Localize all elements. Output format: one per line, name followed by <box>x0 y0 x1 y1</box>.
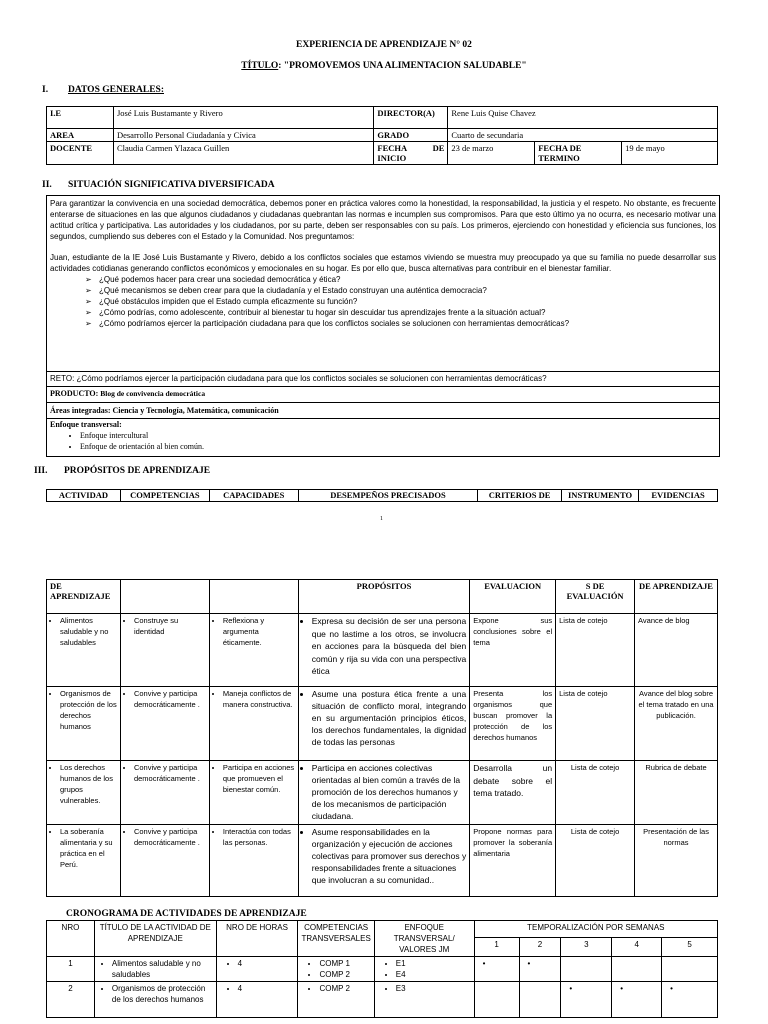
section-title: PROPÓSITOS DE APRENDIZAJE <box>64 466 211 476</box>
section-title: DATOS GENERALES: <box>68 85 164 95</box>
nro-cell: 1 <box>47 957 95 982</box>
section-datos-heading <box>42 85 164 95</box>
areas-value: Ciencia y Tecnología, Matemática, comunicación <box>112 406 279 415</box>
areas-line <box>50 405 279 416</box>
evidencia-cell: Avance de blog <box>635 614 718 687</box>
section-propositos-heading <box>34 466 210 476</box>
docente-label: DOCENTE <box>47 142 114 165</box>
cronograma-title: CRONOGRAMA DE ACTIVIDADES DE APRENDIZAJE <box>66 909 307 919</box>
col-criterios: CRITERIOS DE <box>478 490 562 502</box>
week-5: 5 <box>662 938 718 957</box>
titulo-label: TÍTULO <box>241 61 279 71</box>
hdr-temporalizacion: TEMPORALIZACIÓN POR SEMANAS <box>474 921 717 938</box>
week-mark: • <box>561 982 612 1018</box>
week-mark <box>612 957 662 982</box>
hdr-competencias: COMPETENCIAS TRANSVERSALES <box>298 921 374 957</box>
instrumento-cell: Lista de cotejo <box>556 761 635 825</box>
question-item: ➢ ¿Cómo podrías, como adolescente, contribuir al bienestar tu hogar sin descuidar tus aprendizajes frente a la situación actual? <box>85 307 719 318</box>
week-3: 3 <box>561 938 612 957</box>
table-row <box>47 687 718 761</box>
section-number: III. <box>34 466 48 476</box>
capacidad-cell: • Interactúa con todas las personas. <box>223 826 295 848</box>
hdr-instrumentos: S DE EVALUACIÓN <box>556 580 635 614</box>
instrumento-cell: Lista de cotejo <box>556 614 635 687</box>
experiencia-title: EXPERIENCIA DE APRENDIZAJE N° 02 <box>296 40 472 50</box>
ie-value: José Luis Bustamante y Rivero <box>113 107 373 129</box>
competencia-cell: • Convive y participa democráticamente . <box>134 826 206 848</box>
evidencia-cell: Rubrica de debate <box>635 761 718 825</box>
desempeno-cell: • Asume una postura ética frente a una situación de conflicto moral, integrando en su argumentación principios éticos, los derechos fundamentales, la dignidad de todas las personas <box>312 688 467 748</box>
enfoque-block <box>50 419 204 452</box>
cronograma-table <box>46 920 718 1018</box>
hdr-titulo: TÍTULO DE LA ACTIVIDAD DE APRENDIZAJE <box>94 921 216 957</box>
questions-list <box>47 274 719 329</box>
question-item: ➢ ¿Qué mecanismos se deben crear para que la ciudadanía y el Estado construyan una auténtica democracia? <box>85 285 719 296</box>
week-mark: • <box>612 982 662 1018</box>
section-number: I. <box>42 85 49 95</box>
fecha-inicio-label: FECHA DE INICIO <box>374 142 448 165</box>
criterio-cell: Desarrolla un debate sobre el tema tratado. <box>470 761 556 825</box>
titulo-cell: • Alimentos saludable y no saludables <box>112 958 213 980</box>
enfoque-label: Enfoque transversal: <box>50 420 122 429</box>
director-value: Rene Luis Quise Chavez <box>448 107 718 129</box>
ie-label: I.E <box>47 107 114 129</box>
titulo-value: : "PROMOVEMOS UNA ALIMENTACION SALUDABLE" <box>278 61 527 71</box>
col-actividad: ACTIVIDAD <box>47 490 121 502</box>
producto-line <box>50 388 205 399</box>
week-mark <box>561 957 612 982</box>
question-item: ➢ ¿Cómo podríamos ejercer la participación ciudadana para que los conflictos sociales se solucionen con herramientas democráticas? <box>85 318 719 329</box>
table-row <box>47 614 718 687</box>
director-label: DIRECTOR(A) <box>374 107 448 129</box>
capacidad-cell: • Maneja conflictos de manera constructiva. <box>223 688 295 710</box>
hdr-propositos: PROPÓSITOS <box>298 580 470 614</box>
actividad-cell: • La soberanía alimentaria y su práctica en el Perú. <box>60 826 117 870</box>
areas-label: Áreas integradas: <box>50 406 111 415</box>
producto-value: Blog de convivencia democrática <box>100 389 206 398</box>
enfoque-item: • E1 <box>396 958 471 969</box>
week-mark <box>662 957 718 982</box>
enfoque-item: • Enfoque intercultural <box>80 430 204 441</box>
enfoque-item: • Enfoque de orientación al bien común. <box>80 441 204 452</box>
table-row <box>47 761 718 825</box>
col-competencias: COMPETENCIAS <box>120 490 209 502</box>
producto-label: PRODUCTO: <box>50 389 99 398</box>
competencia-cell: • Construye su identidad <box>134 615 206 637</box>
enfoque-item: • E4 <box>396 969 471 980</box>
reto-text: RETO: ¿Cómo podríamos ejercer la participación ciudadana para que los conflictos sociales se solucionen con herramientas democráticas? <box>50 374 547 383</box>
evidencia-cell: Avance del blog sobre el tema tratado en una publicación. <box>635 687 718 761</box>
titulo-cell: • Organismos de protección de los derechos humanos <box>112 983 213 1005</box>
table-row <box>47 825 718 897</box>
criterio-cell: Propone normas para promover la soberanía alimentaria <box>470 825 556 897</box>
week-mark: • <box>519 957 561 982</box>
actividad-cell: • Organismos de protección de los derechos humanos <box>60 688 117 732</box>
nro-cell: 2 <box>47 982 95 1018</box>
fecha-termino-value: 19 de mayo <box>622 142 718 165</box>
hdr-horas: NRO DE HORAS <box>216 921 298 957</box>
comp-item: • COMP 2 <box>319 969 370 980</box>
datos-generales-table <box>46 106 718 165</box>
hdr-evaluacion: EVALUACION <box>470 580 556 614</box>
hdr-nro: NRO <box>47 921 95 957</box>
horas-cell: • 4 <box>238 958 295 969</box>
comp-item: • COMP 1 <box>319 958 370 969</box>
week-mark: • <box>662 982 718 1018</box>
question-item: ➢ ¿Qué obstáculos impiden que el Estado cumpla eficazmente su función? <box>85 296 719 307</box>
col-desempenos: DESEMPEÑOS PRECISADOS <box>298 490 477 502</box>
hdr-empty <box>120 580 209 614</box>
hdr-evidencias: DE APRENDIZAJE <box>635 580 718 614</box>
section-title: SITUACIÓN SIGNIFICATIVA DIVERSIFICADA <box>68 180 275 190</box>
instrumento-cell: Lista de cotejo <box>556 825 635 897</box>
page-number: 1 <box>380 516 383 522</box>
table-row <box>47 982 718 1018</box>
desempeno-cell: • Expresa su decisión de ser una persona que no lastime a los otros, se involucra en acciones para la búsqueda del bien común y rija su vida con una perspectiva ética <box>312 615 467 678</box>
horas-cell: • 4 <box>238 983 295 994</box>
grado-value: Cuarto de secundaria <box>448 129 718 142</box>
desempeno-cell: • Asume responsabilidades en la organización y ejecución de acciones colectivas para promover sus derechos y responsabilidades frente a situaciones que involucran a su comunidad.. <box>312 826 467 886</box>
col-instrumento: INSTRUMENTO <box>562 490 639 502</box>
propositos-table <box>46 579 718 897</box>
hdr-enfoque: ENFOQUE TRANSVERSAL/ VALORES JM <box>374 921 474 957</box>
enfoque-list <box>50 430 204 452</box>
comp-item: • COMP 2 <box>319 983 370 994</box>
fecha-inicio-value: 23 de marzo <box>448 142 535 165</box>
propositos-header-table <box>46 489 718 502</box>
week-mark: • <box>474 957 519 982</box>
situacion-box <box>46 195 720 457</box>
week-1: 1 <box>474 938 519 957</box>
grado-label: GRADO <box>374 129 448 142</box>
competencia-cell: • Convive y participa democráticamente . <box>134 688 206 710</box>
criterio-cell: Presenta los organismos que buscan promover la protección de los derechos humanos <box>470 687 556 761</box>
situacion-paragraph-1: Para garantizar la convivencia en una sociedad democrática, debemos poner en práctica valores como la honestidad, la responsabilidad, la justicia y el respeto. No obstante, es frecuente enterarse de situaciones en las que algunos ciudadanos y ciudadanas quebrantan las normas e incumplen sus compromisos. Para que esto último ya no ocurra, es necesario motivar una actitud crítica y participativa. Las autoridades y los ciudadanos, por su parte, deben ser responsables con su país. Los primeros, ejerciendo con honestidad y eficiencia sus funciones, los segundos, cumpliendo sus deberes con el Estado y la Comunidad. Nos preguntamos: <box>50 199 716 241</box>
week-4: 4 <box>612 938 662 957</box>
docente-value: Claudia Carmen Ylazaca Guillen <box>113 142 373 165</box>
situacion-paragraph-2: Juan, estudiante de la IE José Luis Bustamante y Rivero, debido a los conflictos sociales que estamos viviendo se muestra muy preocupado ya que su familia no puede desarrollar sus actividades cotidianas generando conflictos económicos y emocionales en su hogar. Es por ello que, busca alternativas para contribuir en el bienestar familiar. <box>50 253 716 273</box>
area-label: AREA <box>47 129 114 142</box>
capacidad-cell: • Participa en acciones que promueven el bienestar común. <box>223 762 295 795</box>
desempeno-cell: • Participa en acciones colectivas orientadas al bien común a través de la promoción de los derechos humanos y de los mecanismos de participación ciudadana. <box>312 762 467 822</box>
week-mark <box>519 982 561 1018</box>
document-title <box>0 61 768 71</box>
col-evidencias: EVIDENCIAS <box>639 490 718 502</box>
section-situacion-heading <box>42 180 275 190</box>
table-row <box>47 957 718 982</box>
fecha-termino-label: FECHA DE TERMINO <box>535 142 622 165</box>
actividad-cell: • Alimentos saludable y no saludables <box>60 615 117 648</box>
hdr-empty <box>209 580 298 614</box>
hdr-de-aprendizaje: DE APRENDIZAJE <box>47 580 121 614</box>
question-item: ➢ ¿Qué podemos hacer para crear una sociedad democrática y ética? <box>85 274 719 285</box>
evidencia-cell: Presentación de las normas <box>635 825 718 897</box>
area-value: Desarrollo Personal Ciudadanía y Cívica <box>113 129 373 142</box>
criterio-cell: Expone sus conclusiones sobre el tema <box>470 614 556 687</box>
enfoque-item: • E3 <box>396 983 471 994</box>
instrumento-cell: Lista de cotejo <box>556 687 635 761</box>
week-2: 2 <box>519 938 561 957</box>
competencia-cell: • Convive y participa democráticamente . <box>134 762 206 784</box>
col-capacidades: CAPACIDADES <box>209 490 298 502</box>
section-number: II. <box>42 180 52 190</box>
actividad-cell: • Los derechos humanos de los grupos vulnerables. <box>60 762 117 806</box>
capacidad-cell: • Reflexiona y argumenta éticamente. <box>223 615 295 648</box>
week-mark <box>474 982 519 1018</box>
